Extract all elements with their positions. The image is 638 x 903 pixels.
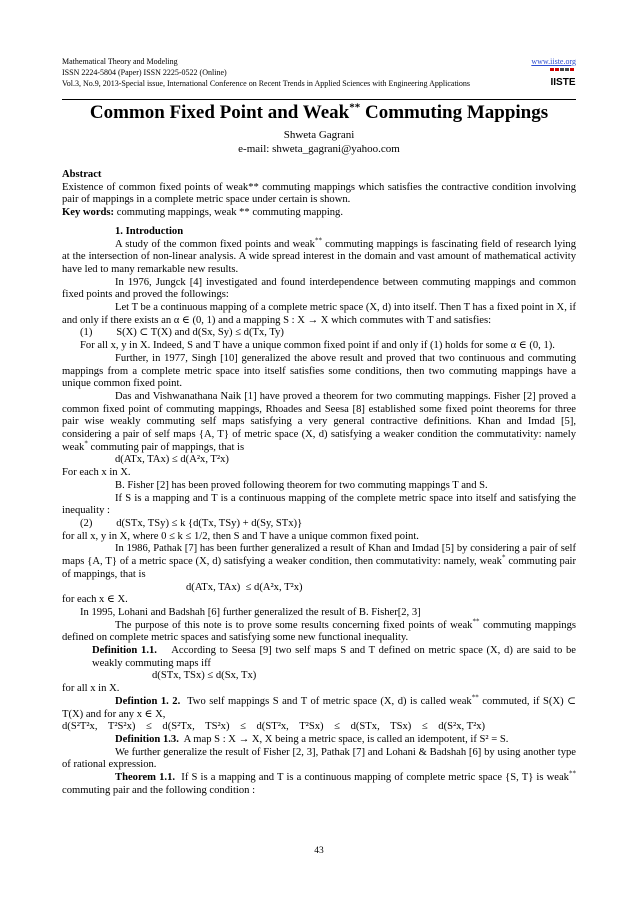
paragraph: For all x, y in X. Indeed, S and T have a unique common fixed point if and only if (1) holds for some α ∈ (0, 1). [80, 340, 555, 352]
keywords: Key words: commuting mappings, weak ** commuting mapping. [62, 207, 344, 219]
iiste-logo [550, 68, 576, 88]
paragraph: A study of the common fixed points and weak** commuting mappings is fascinating field of research lying at the intersection of non-linear analysis. A wide spread interest in the domain and vast amount of mathematical activity have led to many remarkable new results. [62, 235, 576, 275]
equation: d(ATx, TAx) ≤ d(A²x, T²x) [115, 454, 229, 466]
volume-line: Vol.3, No.9, 2013-Special issue, International Conference on Recent Trends in Applied Sciences with Engineering Applications [62, 79, 470, 88]
paper-body [62, 169, 579, 797]
paragraph: In 1995, Lohani and Badshah [6] further generalized the result of B. Fisher[2, 3] [80, 606, 421, 618]
theorem: Theorem 1.1. If S is a mapping and T is a continuous mapping of complete metric space {S, T} is weak** commuting pair and the following condition : [62, 769, 576, 796]
paragraph: For each x in X. [62, 467, 131, 479]
paragraph: Das and Vishwanathana Naik [1] have proved a theorem for two commuting mappings. Fisher [2] proved a common fixed point of commuting mappings, Rhoades and Seesa [8] established some fixed point theorems for three pair wise weakly commuting self maps satisfying a very general contractive definitions. Khan and Imdad [5], considering a pair of self maps {A, T} of metric space (X, d) satisfying a weaker condition the commutativity: namely weak* commuting pair of mappings, that is [62, 390, 576, 453]
equation: (2) d(STx, TSy) ≤ k {d(Tx, TSy) + d(Sy, STx)} [80, 517, 303, 529]
paragraph: B. Fisher [2] has been proved following theorem for two commuting mappings T and S. [115, 479, 488, 491]
issn-line: ISSN 2224-5804 (Paper) ISSN 2225-0522 (Online) [62, 68, 227, 77]
paragraph: for all x in X. [62, 683, 120, 695]
page-number: 43 [314, 846, 324, 856]
definition: Definition 1.1. According to Seesa [9] two self maps S and T defined on metric space (X, d) are said to be weakly commuting maps iff [92, 645, 579, 669]
paragraph: In 1976, Jungck [4] investigated and found interdependence between commuting mappings and common fixed points and proved the followings: [62, 276, 576, 301]
website-link[interactable]: www.iiste.org [531, 57, 576, 66]
paragraph: Let T be a continuous mapping of a complete metric space (X, d) into itself. Then T has a fixed point in X, if and only if there exists an α ∈ (0, 1) and a mapping S : X → X which commutes with T and satisfies: [62, 302, 576, 326]
paragraph: Further, in 1977, Singh [10] generalized the above result and proved that two continuous and commuting mappings from a complete metric space into itself satisfies some conditions, then two commuting mappings have a unique common fixed point. [62, 352, 576, 390]
definition: Defintion 1. 2. Two self mappings S and T of metric space (X, d) is called weak** commuted, if S(X) ⊂ T(X) and for any x ∈ X, [62, 693, 577, 720]
paragraph: We further generalize the result of Fisher [2, 3], Pathak [7] and Lohani & Badshah [6] by using another type of rational expression. [62, 746, 576, 771]
paragraph: In 1986, Pathak [7] has been further generalized a result of Khan and Imdad [5] by considering a pair of self maps {A, T} of a metric space (X, d) satisfying a weaker condition, then commutativity: namely, weak* commuting pair of mappings, that is [62, 543, 576, 580]
equation: d(S²T²x, T²S²x) ≤ d(S²Tx, TS²x) ≤ d(ST²x, T²Sx) ≤ d(STx, TSx) ≤ d(S²x, T²x) [62, 721, 486, 733]
paragraph: for all x, y in X, where 0 ≤ k ≤ 1/2, then S and T have a unique common fixed point. [62, 530, 419, 542]
header-rule [62, 99, 576, 100]
author-name: Shweta Gagrani [283, 129, 355, 141]
paragraph: The purpose of this note is to prove some results concerning fixed points of weak** commuting mappings defined on complete metric spaces and satisfying some new functional inequality. [62, 617, 577, 644]
equation: (1) S(X) ⊂ T(X) and d(Sx, Sy) ≤ d(Tx, Ty) [80, 327, 284, 339]
equation: d(STx, TSx) ≤ d(Sx, Tx) [152, 670, 257, 682]
equation: d(ATx, TAx) ≤ d(A²x, T²x) [186, 581, 303, 593]
paper-title: Common Fixed Point and Weak** Commuting Mappings [89, 101, 549, 123]
journal-name: Mathematical Theory and Modeling [62, 57, 178, 66]
abstract-text: Existence of common fixed points of weak** commuting mappings which satisfies the contractive condition involving pair of mappings in a complete metric space under certain is shown. [62, 181, 576, 206]
abstract-heading: Abstract [62, 169, 102, 180]
paragraph: for each x ∈ X. [62, 594, 128, 606]
definition: Definition 1.3. A map S : X → X, X being a metric space, is called an idempotent, if S² = S. [115, 733, 509, 745]
author-email: e-mail: shweta_gagrani@yahoo.com [238, 143, 400, 155]
section-heading: 1. Introduction [115, 225, 184, 237]
svg-text:IISTE: IISTE [550, 77, 576, 88]
paragraph: If S is a mapping and T is a continuous mapping of the complete metric space into itself and satisfying the inequality : [62, 492, 576, 517]
